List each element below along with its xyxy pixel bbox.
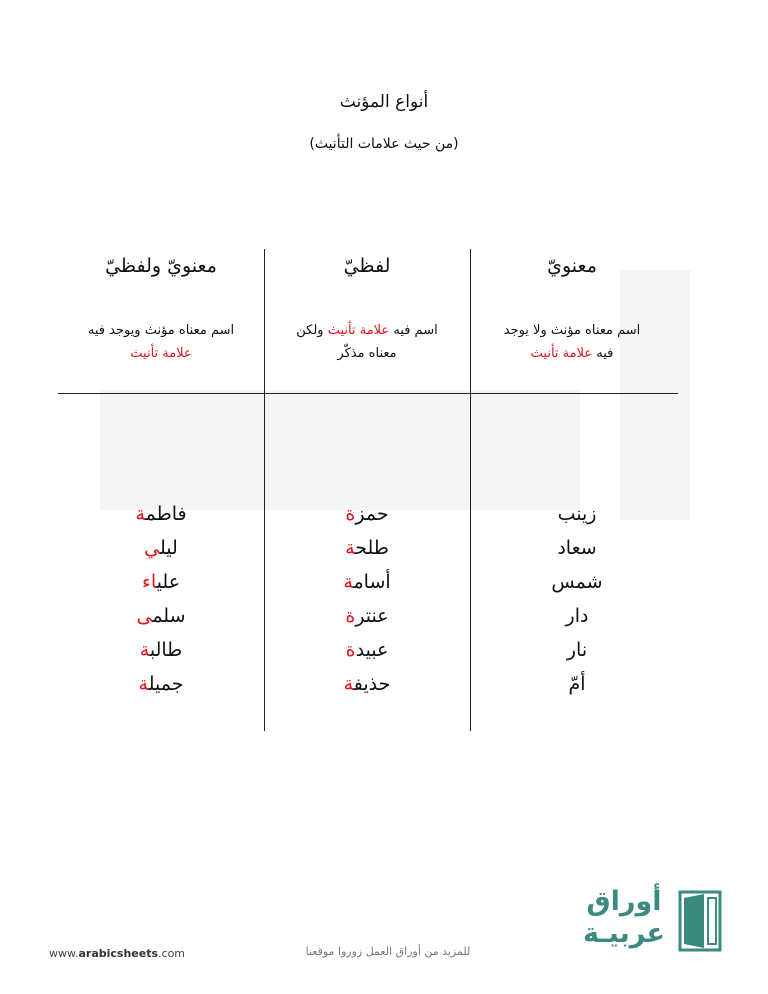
word-item: عبيدة <box>345 639 389 661</box>
word-item: دار <box>565 605 589 627</box>
col-maanawi-description: اسم معناه مؤنث ولا يوجد فيه علامة تأنيث <box>503 323 641 361</box>
header-divider <box>58 393 678 394</box>
word-item: زينب <box>557 503 597 525</box>
word-item: عنترة <box>345 605 389 627</box>
column-divider-left <box>264 249 265 731</box>
page-title: أنواع المؤنث <box>339 92 429 112</box>
col-lafzi-description: اسم فيه علامة تأنيث ولكن معناه مذكّر <box>296 323 438 361</box>
col-maanawi-words <box>477 497 677 701</box>
col-maanawi-heading: معنويّ <box>547 255 597 277</box>
word-item: أسامة <box>343 571 391 593</box>
word-item: طالبة <box>139 639 183 661</box>
word-item: سلمى <box>136 605 186 627</box>
word-item: طلحة <box>345 537 389 559</box>
word-item: ليلي <box>144 537 178 559</box>
col-maanawi-lafzi-description: اسم معناه مؤنث ويوجد فيه علامة تأنيث <box>87 323 235 361</box>
footer-cta-text: للمزيد من أوراق العمل زوروا موقعنا <box>305 945 471 958</box>
logo-wordmark: أوراق عربيـة <box>582 886 665 949</box>
word-item: شمس <box>551 571 603 593</box>
word-item: علياء <box>141 571 181 593</box>
word-item: حذيفة <box>343 673 391 695</box>
col-lafzi-words <box>266 497 468 701</box>
word-item: حمزة <box>345 503 389 525</box>
word-item: سعاد <box>557 537 597 559</box>
word-item: أمّ <box>568 673 586 695</box>
column-divider-right <box>470 249 471 731</box>
word-item: جميلة <box>138 673 184 695</box>
word-item: نار <box>566 639 588 661</box>
word-item: فاطمة <box>135 503 187 525</box>
footer-website-link[interactable]: www.arabicsheets.com <box>49 947 186 960</box>
col-maanawi-lafzi-words <box>60 497 262 701</box>
brand-logo <box>578 886 728 956</box>
book-logo-icon <box>678 890 722 952</box>
page-subtitle: (من حيث علامات التأنيث) <box>309 136 459 152</box>
col-maanawi-lafzi-heading: معنويّ ولفظيّ <box>105 255 217 277</box>
col-lafzi-heading: لفظيّ <box>343 255 391 277</box>
